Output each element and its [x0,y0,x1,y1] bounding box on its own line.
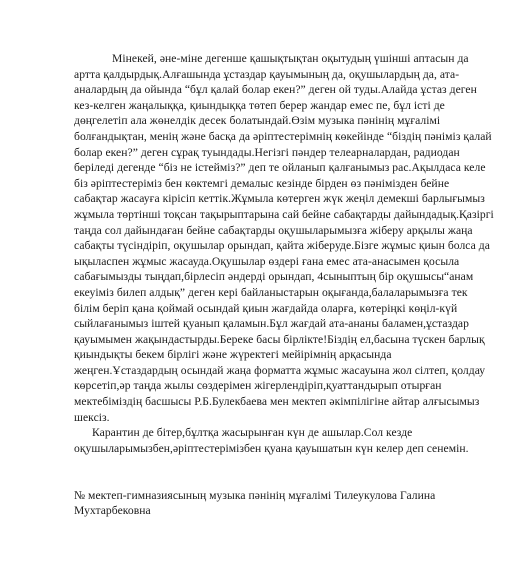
paragraph-closing: Карантин де бітер,бұлтқа жасырынған күн де ашылар.Сол кезде оқушыларымызбен,әріптестерімізбен қуана қауышатын күн келер деп сенемін. [74,426,469,455]
blank-line [74,472,494,488]
document-body [74,51,494,519]
author-signature: № мектеп-гимназиясының музыка пәнінің мұғалімі Тилеукулова Галина Мухтарбековна [74,488,436,518]
paragraph-main: Мінекей, әне-міне дегенше қашықтықтан оқытудың үшінші аптасын да артта қалдырдық.Алғашында ұстаздар қауымының да, оқушылардың да, ата-аналардың да ойында “бұл қалай болар екен?” деген ой туды.Алайда ұстаз деген кез-келген жаңалыққа, қиындыққа төтеп берер жандар емес пе, бұл істі де дөңгелетіп ала жөнелдік десек болатындай.Өзім музыка пәнінің мұғалімі болғандықтан, менің және басқа да әріптестерімнің көкейінде “біздің пәніміз қалай болар екен?” деген сұрақ туындады.Негізгі пәндер телеарналардан, радиодан беріледі дегенде “біз не істейміз?” деп те ойланып қалғанымыз рас.Ақылдаса келе біз әріптестеріміз бен көктемгі демалыс кезінде бірден өз пәнімізден бейне сабақтар жасауға кірісіп кеттік.Жұмыла көтерген жүк жеңіл демекші барлығымыз жұмыла төртінші тоқсан тақырыптарына сай бейне сабақтарды дайындадық.Қазіргі таңда сол дайындаған бейне сабақтарды оқушыларымызға жіберу арқылы жаңа сабақты түсіндіріп, оқушылар орындап, қайта жіберуде.Бізге жұмыс қиын болса да ықыласпен жұмыс жасауда.Оқушылар өздері ғана емес ата-анасымен қосыла сабағымызды тыңдап,бірлесіп әндерді орындап, 4сыныптың бір оқушысы“анам екеуіміз билеп алдық” деген кері байланыстарын оқығанда,балаларымызға тек білім беріп қана қоймай осындай қиын жағдайда оларға, көтеріңкі көңіл-күй сыйлағанымыз іштей қуанып қаламын.Бұл жағдай ата-ананы баламен,ұстаздар қауымымен жақындастырды.Береке басы бірлікте!Біздің ел,басына түскен барлық қиындықты бекем бірлігі және жүректегі мейірімнің арқасында жеңген.Ұстаздардың осындай жаңа форматта жұмыс жасауына жол сілтеп, қолдау көрсетіп,әр таңда жылы сөздерімен жігерлендіріп,қуаттандырып отырған мектебіміздің басшысы Р.Б.Булекбаева мен мектеп әкімпілігіне айтар алғысымыз шексіз. [74,52,494,424]
blank-line [74,456,494,472]
